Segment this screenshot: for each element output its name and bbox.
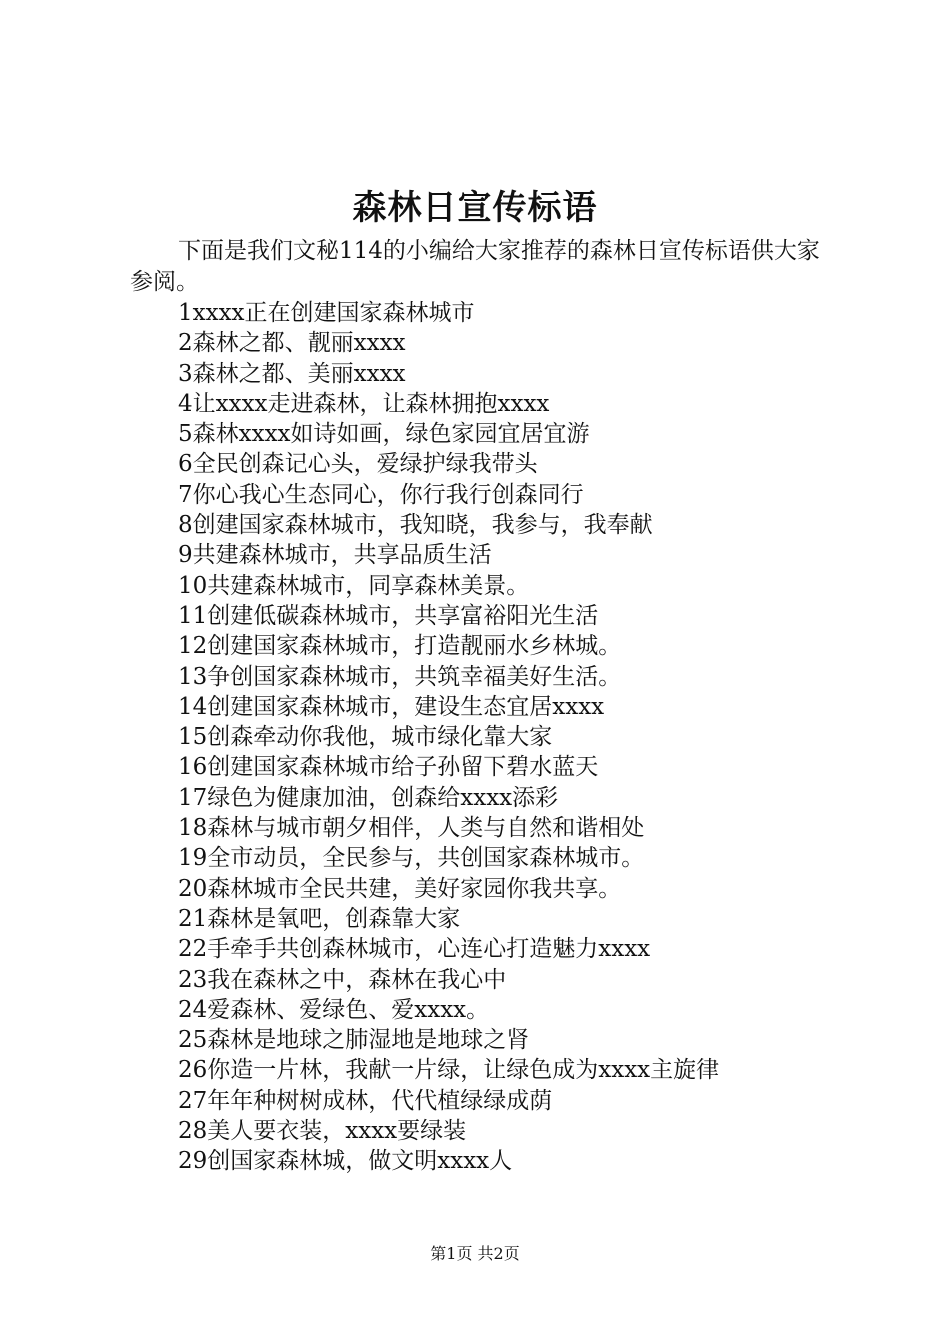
slogan-item: 5森林xxxx如诗如画，绿色家园宜居宜游 <box>178 421 590 448</box>
intro-paragraph: 下面是我们文秘114的小编给大家推荐的森林日宣传标语供大家参阅。 <box>130 238 820 295</box>
slogan-item: 20森林城市全民共建，美好家园你我共享。 <box>178 875 622 902</box>
slogan-item: 25森林是地球之肺湿地是地球之肾 <box>178 1027 530 1054</box>
slogan-item: 10共建森林城市，同享森林美景。 <box>178 572 530 599</box>
slogan-item: 21森林是氧吧，创森靠大家 <box>178 905 461 932</box>
slogan-item: 24爱森林、爱绿色、爱xxxx。 <box>178 996 490 1023</box>
slogan-item: 11创建低碳森林城市，共享富裕阳光生活 <box>178 602 599 629</box>
slogan-item: 3森林之都、美丽xxxx <box>178 360 406 387</box>
slogan-item: 15创森牵动你我他，城市绿化靠大家 <box>178 724 553 751</box>
slogan-item: 2森林之都、靓丽xxxx <box>178 330 406 357</box>
slogan-item: 13争创国家森林城市，共筑幸福美好生活。 <box>178 663 622 690</box>
slogan-item: 9共建森林城市，共享品质生活 <box>178 542 492 569</box>
slogan-item: 17绿色为健康加油，创森给xxxx添彩 <box>178 784 559 811</box>
slogan-item: 7你心我心生态同心，你行我行创森同行 <box>178 481 584 508</box>
slogan-item: 27年年种树树成林，代代植绿绿成荫 <box>178 1087 553 1114</box>
slogan-item: 1xxxx正在创建国家森林城市 <box>178 300 475 326</box>
slogan-item: 6全民创森记心头，爱绿护绿我带头 <box>178 451 538 478</box>
slogan-item: 19全市动员，全民参与，共创国家森林城市。 <box>178 845 645 872</box>
slogan-item: 12创建国家森林城市，打造靓丽水乡林城。 <box>178 633 622 660</box>
slogan-item: 22手牵手共创森林城市，心连心打造魅力xxxx <box>178 936 651 963</box>
slogan-item: 29创国家森林城，做文明xxxx人 <box>178 1148 513 1175</box>
page-footer: 第1页 共2页 <box>430 1244 520 1263</box>
slogan-item: 16创建国家森林城市给子孙留下碧水蓝天 <box>178 754 599 781</box>
slogan-item: 28美人要衣装，xxxx要绿装 <box>178 1118 467 1145</box>
document-title: 森林日宣传标语 <box>352 188 598 228</box>
slogan-item: 26你造一片林，我献一片绿，让绿色成为xxxx主旋律 <box>178 1057 720 1084</box>
slogan-list <box>178 298 858 1177</box>
slogan-item: 18森林与城市朝夕相伴，人类与自然和谐相处 <box>178 815 645 842</box>
slogan-item: 4让xxxx走进森林，让森林拥抱xxxx <box>178 390 550 417</box>
slogan-item: 14创建国家森林城市，建设生态宜居xxxx <box>178 693 605 720</box>
slogan-item: 23我在森林之中，森林在我心中 <box>178 966 507 993</box>
slogan-item: 8创建国家森林城市，我知晓，我参与，我奉献 <box>178 512 653 539</box>
